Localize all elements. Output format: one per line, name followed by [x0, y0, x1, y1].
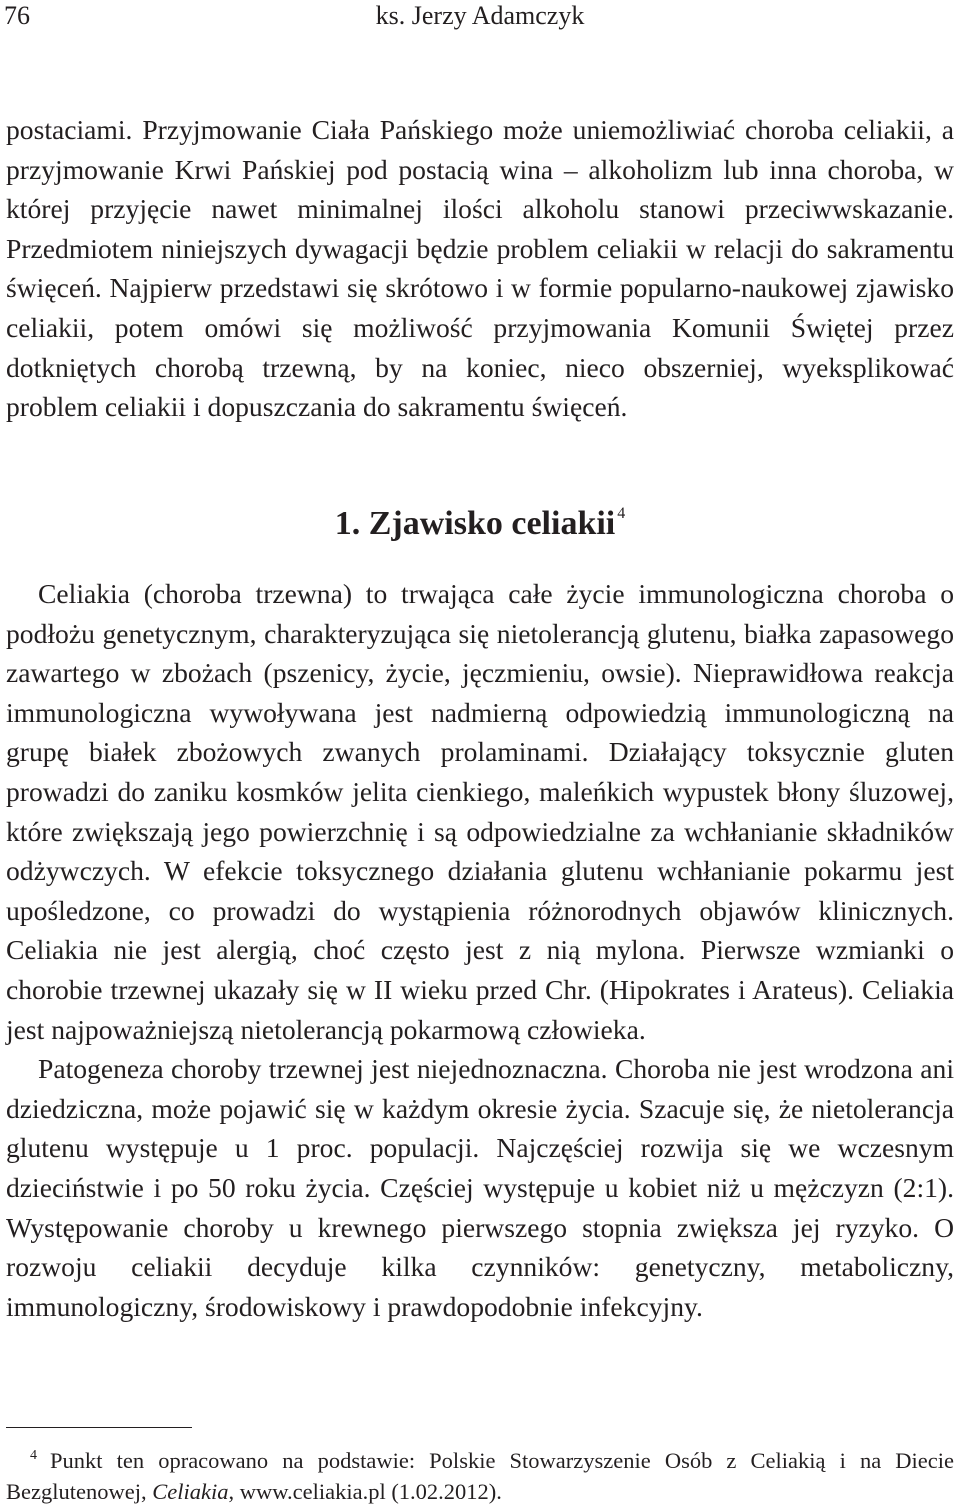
page-header: [0, 0, 960, 40]
footnote-reference[interactable]: 4: [617, 505, 626, 522]
page-number: 76: [4, 1, 30, 30]
intro-paragraph: postaciami. Przyjmowanie Ciała Pańskiego może uniemożliwiać choroba celiakii, a przyjmowanie Krwi Pańskiej pod postacią wina – alkoholizm lub inna choroba, w której przyjęcie nawet minimalnej ilości alkoholu stanowi przeciwwskazanie. Przedmiotem niniejszych dywagacji będzie problem celiakii w relacji do sakramentu święceń. Najpierw przedstawi się skrótowo i w formie popularno-naukowej zjawisko celiakii, potem omówi się możliwość przyjmowania Komunii Świętej przez dotkniętych chorobą trzewną, by na koniec, nieco obszerniej, wyeksplikować problem celiakii i dopuszczania do sakramentu święceń.: [6, 114, 954, 423]
running-head: ks. Jerzy Adamczyk: [375, 1, 585, 30]
footnote-text-end: , www.celiakia.pl (1.02.2012).: [228, 1479, 502, 1504]
body-paragraph: Patogeneza choroby trzewnej jest niejednoznaczna. Choroba nie jest wrodzona ani dziedziczna, może pojawić się w każdym okresie życia. Szacuje się, że nietolerancja glutenu występuje u 1 proc. populacji. Najczęściej rozwija się we wczesnym dzieciństwie i po 50 roku życia. Częściej występuje u kobiet niż u mężczyzn (2:1). Występowanie choroby u krewnego pierwszego stopnia zwiększa jej ryzyko. O rozwoju celiakii decyduje kilka czynników: genetyczny, metaboliczny, immunologiczny, środowiskowy i prawdopodobnie infekcyjny.: [6, 1053, 954, 1322]
footnote: [6, 1440, 954, 1507]
intro-block: [6, 110, 954, 427]
body-paragraph: Celiakia (choroba trzewna) to trwająca całe życie immunologiczna choroba o podłożu genetycznym, charakteryzująca się nietolerancją glutenu, białka zapasowego zawartego w zbożach (pszenicy, życie, jęczmieniu, owsie). Nieprawidłowa reakcja immunologiczna wywoływana jest nadmierną odpowiedzią immunologiczną na grupę białek zbożowych zwanych prolaminami. Działający toksycznie gluten prowadzi do zaniku kosmków jelita cienkiego, maleńkich wypustek błony śluzowej, które zwiększają jego powierzchnię i są odpowiedzialne za wchłanianie składników odżywczych. W efekcie toksycznego działania glutenu wchłanianie pokarmu jest upośledzone, co prowadzi do wystąpienia różnorodnych objawów klinicznych. Celiakia nie jest alergią, choć często jest z nią mylona. Pierwsze wzmianki o chorobie trzewnej ukazały się w II wieku przed Chr. (Hipokrates i Arateus). Celiakia jest najpoważniejszą nietolerancją pokarmową człowieka.: [6, 578, 954, 1045]
footnote-separator: [6, 1427, 192, 1428]
section-heading-text: 1. Zjawisko celiakii: [334, 505, 616, 542]
footnote-text: Punkt ten opracowano na podstawie: Polskie Stowarzyszenie Osób z Celiakią i na Diecie Bezglutenowej,: [6, 1448, 954, 1504]
footnote-source-title: Celiakia: [152, 1479, 229, 1504]
section-heading: [0, 492, 960, 546]
footnote-mark: 4: [30, 1448, 37, 1463]
section-body: [6, 574, 954, 1326]
